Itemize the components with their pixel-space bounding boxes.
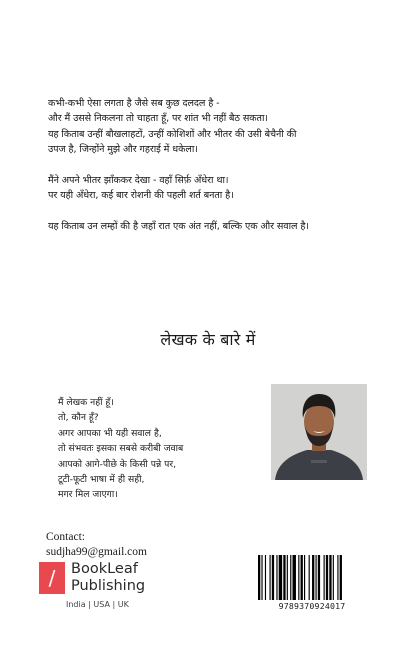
barcode-bar bbox=[287, 555, 288, 600]
bio-line: मगर मिल जाएगा। bbox=[58, 489, 118, 501]
blurb-line: उपज है, जिन्होंने मुझे और गहराई में धकेला। bbox=[48, 144, 198, 156]
barcode-bar bbox=[265, 555, 266, 600]
publisher-tagline: India | USA | UK bbox=[66, 600, 129, 609]
barcode-bar bbox=[333, 555, 334, 600]
publisher-logo-mark: / bbox=[39, 562, 65, 594]
barcode-bar bbox=[276, 555, 277, 600]
barcode-bar bbox=[293, 555, 296, 600]
blurb-paragraph bbox=[48, 96, 378, 158]
barcode-bar bbox=[261, 555, 262, 600]
barcode-bar bbox=[258, 555, 260, 600]
blurb-line: यह किताब उन्हीं बौखलाहटों, उन्हीं कोशिशों और भीतर की उसी बेचैनी की bbox=[48, 128, 297, 140]
barcode-bar bbox=[272, 555, 274, 600]
contact-label: Contact: bbox=[46, 531, 85, 543]
barcode-bar bbox=[290, 555, 291, 600]
publisher-logo bbox=[39, 562, 169, 622]
blurb-line: यह किताब उन लम्हों की है जहाँ रात एक अंत नहीं, बल्कि एक और सवाल है। bbox=[48, 221, 309, 233]
author-photo bbox=[271, 384, 367, 480]
bio-line: अगर आपका भी यही सवाल है, bbox=[58, 427, 162, 439]
blurb-line: और मैं उससे निकलना तो चाहता हूँ, पर शांत भी नहीं बैठ सकता। bbox=[48, 113, 268, 125]
barcode-bar bbox=[309, 555, 310, 600]
bio-line: आपको आगे-पीछे के किसी पन्ने पर, bbox=[58, 458, 176, 470]
barcode-bar bbox=[283, 555, 285, 600]
about-author-heading: लेखक के बारे में bbox=[160, 330, 256, 349]
barcode-bar bbox=[298, 555, 299, 600]
publisher-name-line2: Publishing bbox=[71, 578, 146, 594]
blurb-paragraph bbox=[48, 219, 378, 234]
bio-line: तो संभवतः इसका सबसे करीबी जवाब bbox=[58, 443, 184, 455]
blurb-line: मैंने अपने भीतर झाँककर देखा - वहाँ सिर्फ़ अँधेरा था। bbox=[48, 175, 229, 187]
blurb-line: कभी-कभी ऐसा लगता है जैसे सब कुछ दलदल है - bbox=[48, 98, 220, 109]
barcode-bar bbox=[312, 555, 314, 600]
bio-line: मैं लेखक नहीं हूँ। bbox=[58, 397, 114, 408]
blurb-line: पर यही अँधेरा, कई बार रोशनी की पहली शर्त बनता है। bbox=[48, 190, 234, 202]
barcode-bar bbox=[318, 555, 320, 600]
publisher-name-line1: BookLeaf bbox=[71, 561, 138, 577]
contact-block bbox=[46, 530, 147, 560]
barcode-bar bbox=[340, 555, 342, 600]
author-bio bbox=[58, 395, 258, 503]
isbn-number: 9789370924017 bbox=[278, 601, 346, 611]
bio-line: टूटी-फूटी भाषा में ही सही, bbox=[58, 474, 145, 486]
barcode-bar bbox=[279, 555, 282, 600]
barcode-bar bbox=[316, 555, 317, 600]
back-cover-blurb bbox=[48, 96, 378, 250]
bio-line: तो, कौन हूँ? bbox=[58, 412, 99, 424]
blurb-paragraph bbox=[48, 173, 378, 204]
barcode-bar bbox=[329, 555, 331, 600]
isbn-barcode bbox=[258, 555, 366, 600]
barcode-bar bbox=[337, 555, 338, 600]
barcode-bar bbox=[326, 555, 328, 600]
barcode-bar bbox=[324, 555, 325, 600]
contact-email[interactable]: sudjha99@gmail.com bbox=[46, 546, 147, 558]
barcode-bar bbox=[270, 555, 271, 600]
barcode-bar bbox=[301, 555, 303, 600]
barcode-bar bbox=[304, 555, 305, 600]
